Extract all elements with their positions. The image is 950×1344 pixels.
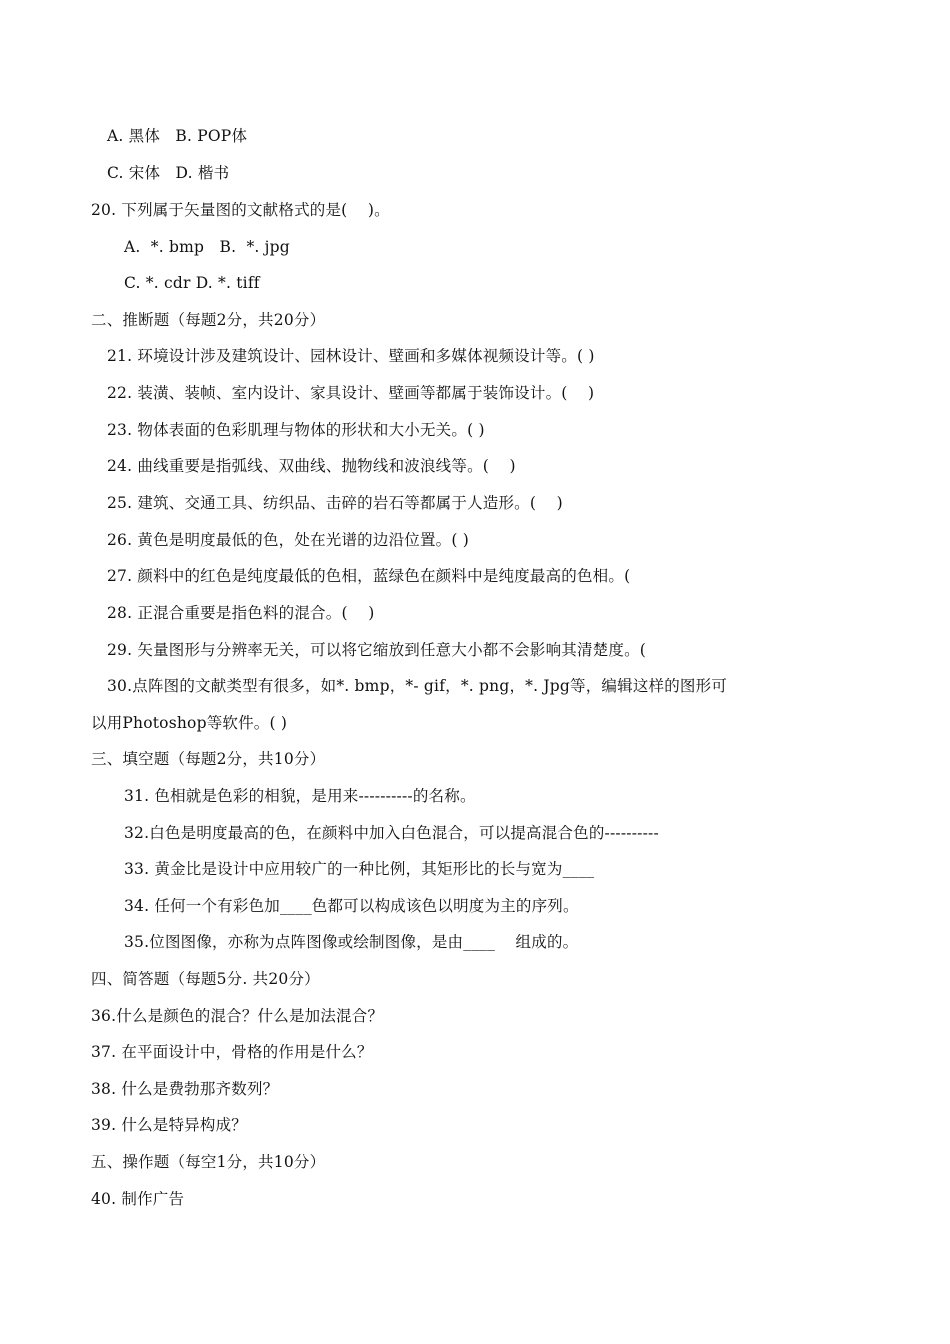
- q20-options-cd: C. *. cdr D. *. tiff: [124, 274, 260, 292]
- question-31: 31. 色相就是色彩的相貌，是用来----------的名称。: [124, 787, 476, 805]
- section-5-heading: 五、操作题（每空1分，共10分）: [91, 1153, 326, 1171]
- question-20: 20. 下列属于矢量图的文献格式的是( )。: [91, 201, 390, 219]
- q20-options-ab: A. *. bmp B. *. jpg: [124, 238, 290, 256]
- question-22: 22. 装潢、装帧、室内设计、家具设计、壁画等都属于装饰设计。( ): [107, 384, 595, 402]
- q19-options-cd: C. 宋体 D. 楷书: [107, 164, 230, 182]
- question-32: 32.白色是明度最高的色，在颜料中加入白色混合，可以提高混合色的----------: [124, 824, 659, 842]
- question-24: 24. 曲线重要是指弧线、双曲线、抛物线和波浪线等。( ): [107, 457, 516, 475]
- question-28: 28. 正混合重要是指色料的混合。( ): [107, 604, 375, 622]
- question-34: 34. 任何一个有彩色加____色都可以构成该色以明度为主的序列。: [124, 897, 579, 915]
- q19-options-ab: A. 黑体 B. POP体: [107, 127, 248, 145]
- question-26: 26. 黄色是明度最低的色，处在光谱的边沿位置。( ): [107, 531, 469, 549]
- question-30: 30.点阵图的文献类型有很多，如*. bmp，*- gif，*. png，*. Jpg等，编辑这样的图形可: [107, 677, 728, 695]
- question-39: 39. 什么是特异构成？: [91, 1116, 247, 1134]
- question-38: 38. 什么是费勃那齐数列？: [91, 1080, 279, 1098]
- question-21: 21. 环境设计涉及建筑设计、园林设计、壁画和多媒体视频设计等。( ): [107, 347, 595, 365]
- question-36: 36.什么是颜色的混合？什么是加法混合？: [91, 1007, 384, 1025]
- question-25: 25. 建筑、交通工具、纺织品、击碎的岩石等都属于人造形。( ): [107, 494, 563, 512]
- section-3-heading: 三、填空题（每题2分，共10分）: [91, 750, 326, 768]
- question-40: 40. 制作广告: [91, 1190, 185, 1208]
- section-4-heading: 四、简答题（每题5分. 共20分）: [91, 970, 320, 988]
- question-23: 23. 物体表面的色彩肌理与物体的形状和大小无关。( ): [107, 421, 485, 439]
- question-29: 29. 矢量图形与分辨率无关，可以将它缩放到任意大小都不会影响其清楚度。(: [107, 641, 647, 659]
- question-33: 33. 黄金比是设计中应用较广的一种比例，其矩形比的长与宽为____: [124, 860, 595, 878]
- question-37: 37. 在平面设计中，骨格的作用是什么？: [91, 1043, 373, 1061]
- question-30-continued: 以用Photoshop等软件。( ): [91, 714, 288, 732]
- question-27: 27. 颜料中的红色是纯度最低的色相，蓝绿色在颜料中是纯度最高的色相。(: [107, 567, 631, 585]
- question-35: 35.位图图像，亦称为点阵图像或绘制图像，是由____ 组成的。: [124, 933, 579, 951]
- section-2-heading: 二、推断题（每题2分，共20分）: [91, 311, 326, 329]
